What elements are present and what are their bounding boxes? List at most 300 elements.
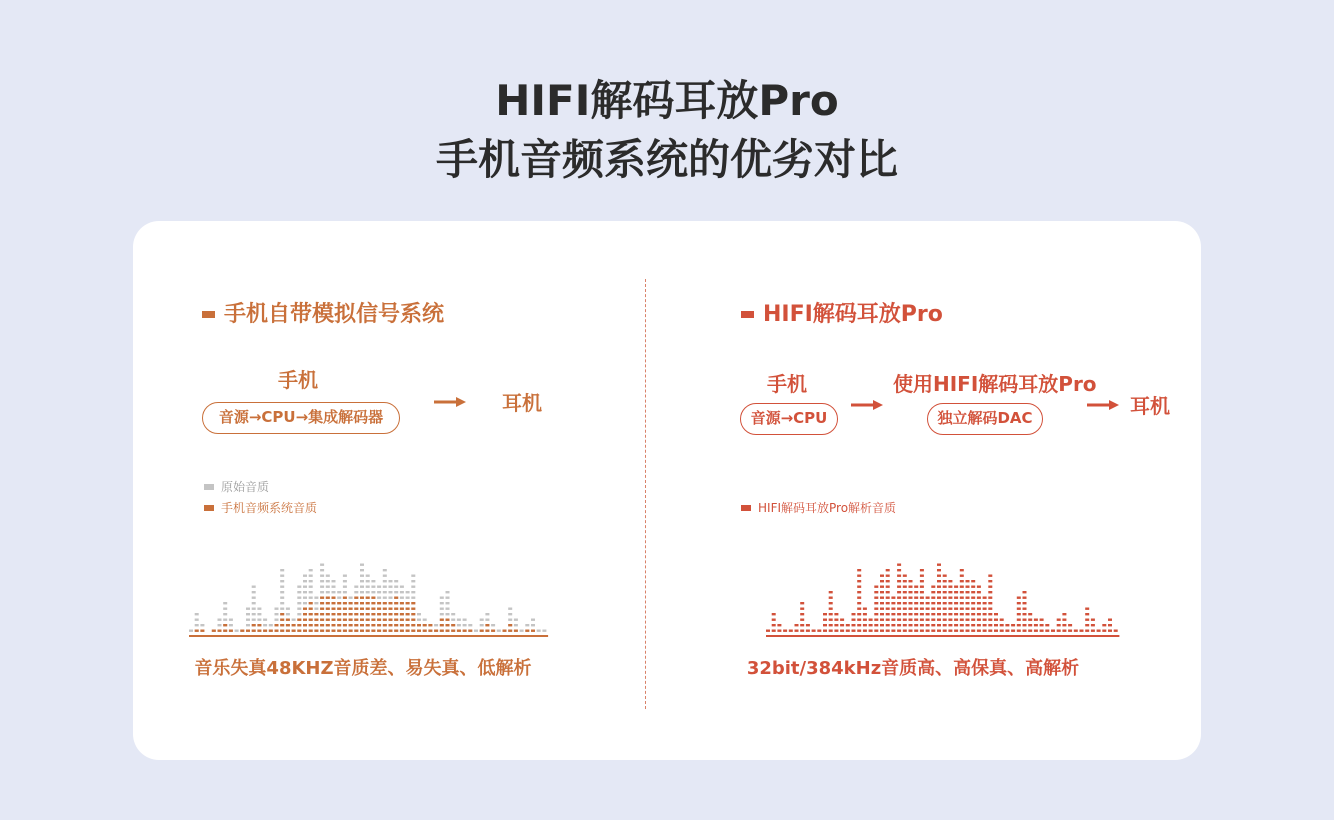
phone-quality-bar-segment (491, 630, 495, 632)
hifi-quality-bar-segment (772, 624, 776, 626)
hifi-quality-bar-segment (1091, 630, 1095, 632)
hifi-quality-bar-segment (1028, 630, 1032, 632)
right-dest-label: 耳机 (1130, 394, 1170, 418)
hifi-quality-bar-segment (880, 619, 884, 621)
original-quality-bar-segment (280, 591, 284, 593)
hifi-quality-bar-segment (943, 597, 947, 599)
hifi-quality-bar-segment (800, 613, 804, 615)
hifi-quality-bar-segment (834, 630, 838, 632)
phone-quality-bar-segment (446, 630, 450, 632)
phone-quality-bar-segment (457, 630, 461, 632)
phone-quality-bar-segment (303, 613, 307, 615)
original-quality-bar-segment (360, 569, 364, 571)
phone-quality-bar-segment (332, 619, 336, 621)
hifi-quality-bar-segment (1011, 630, 1015, 632)
hifi-quality-bar-segment (1045, 624, 1049, 626)
right-source-pill: 音源→CPU (740, 403, 838, 435)
hifi-quality-bar-segment (886, 591, 890, 593)
hifi-quality-bar-segment (926, 602, 930, 604)
hifi-quality-bar-segment (909, 597, 913, 599)
original-quality-bar-segment (263, 624, 267, 626)
hifi-quality-bar-segment (1005, 624, 1009, 626)
hifi-quality-bar-segment (977, 613, 981, 615)
hifi-quality-bar-segment (1091, 619, 1095, 621)
original-quality-bar-segment (223, 602, 227, 604)
hifi-quality-bar-segment (886, 608, 890, 610)
original-quality-bar-segment (366, 586, 370, 588)
hifi-quality-bar-segment (948, 586, 952, 588)
phone-quality-bar-segment (366, 624, 370, 626)
phone-quality-bar-segment (280, 624, 284, 626)
original-quality-bar-segment (383, 580, 387, 582)
hifi-quality-bar-segment (880, 624, 884, 626)
hifi-quality-bar-segment (983, 630, 987, 632)
hifi-quality-bar-segment (1057, 630, 1061, 632)
right-dac-pill: 独立解码DAC (927, 403, 1043, 435)
hifi-quality-bar-segment (914, 630, 918, 632)
phone-quality-bar-segment (383, 608, 387, 610)
phone-quality-bar-segment (360, 597, 364, 599)
hifi-quality-bar-segment (886, 580, 890, 582)
hifi-quality-bar-segment (966, 602, 970, 604)
phone-quality-bar-segment (389, 602, 393, 604)
phone-quality-bar-segment (326, 630, 330, 632)
phone-quality-bar-segment (337, 613, 341, 615)
phone-quality-bar-segment (394, 597, 398, 599)
phone-quality-bar-segment (326, 619, 330, 621)
original-quality-bar-segment (246, 613, 250, 615)
hifi-quality-bar-segment (1102, 624, 1106, 626)
hifi-quality-bar-segment (1108, 624, 1112, 626)
phone-quality-bar-segment (303, 624, 307, 626)
comparison-card (133, 221, 1201, 760)
original-quality-bar-segment (309, 586, 313, 588)
original-quality-bar-segment (371, 586, 375, 588)
phone-quality-bar-segment (360, 624, 364, 626)
phone-quality-bar-segment (434, 630, 438, 632)
phone-quality-bar-segment (406, 619, 410, 621)
hifi-quality-bar-segment (977, 624, 981, 626)
phone-quality-bar-segment (349, 602, 353, 604)
original-quality-bar-segment (377, 597, 381, 599)
hifi-quality-bar-segment (909, 602, 913, 604)
phone-quality-bar-segment (297, 619, 301, 621)
original-quality-bar-segment (309, 597, 313, 599)
phone-quality-bar-segment (309, 624, 313, 626)
phone-quality-bar-segment (354, 613, 358, 615)
original-quality-bar-segment (411, 586, 415, 588)
hifi-quality-bar-segment (931, 602, 935, 604)
original-quality-bar-segment (320, 569, 324, 571)
phone-quality-bar-segment (354, 619, 358, 621)
hifi-quality-bar-segment (800, 630, 804, 632)
hifi-quality-bar-segment (817, 630, 821, 632)
right-title-marker (741, 311, 754, 318)
hifi-quality-bar-segment (800, 608, 804, 610)
hifi-quality-bar-segment (880, 602, 884, 604)
original-quality-bar-segment (440, 608, 444, 610)
hifi-quality-bar-segment (954, 602, 958, 604)
hifi-quality-bar-segment (988, 586, 992, 588)
hifi-quality-bar-segment (891, 597, 895, 599)
original-quality-bar-segment (309, 569, 313, 571)
phone-quality-bar-segment (320, 624, 324, 626)
hifi-quality-bar-segment (1005, 630, 1009, 632)
hifi-quality-bar-segment (1023, 613, 1027, 615)
phone-quality-bar-segment (508, 624, 512, 626)
original-quality-bar-segment (411, 591, 415, 593)
hifi-quality-bar-segment (960, 586, 964, 588)
hifi-quality-bar-segment (1000, 630, 1004, 632)
hifi-quality-bar-segment (840, 619, 844, 621)
phone-quality-bar-segment (343, 624, 347, 626)
hifi-quality-bar-segment (960, 580, 964, 582)
phone-quality-bar-segment (263, 630, 267, 632)
hifi-quality-bar-segment (926, 624, 930, 626)
hifi-quality-bar-segment (920, 586, 924, 588)
hifi-quality-bar-segment (863, 608, 867, 610)
original-quality-bar-segment (326, 591, 330, 593)
hifi-quality-bar-segment (1028, 624, 1032, 626)
hifi-quality-bar-segment (874, 613, 878, 615)
hifi-quality-bar-segment (829, 624, 833, 626)
original-quality-bar-segment (440, 613, 444, 615)
hifi-quality-bar-segment (943, 591, 947, 593)
hifi-quality-bar-segment (874, 602, 878, 604)
original-quality-bar-segment (257, 619, 261, 621)
hifi-quality-bar-segment (1062, 619, 1066, 621)
hifi-quality-bar-segment (863, 630, 867, 632)
phone-quality-bar-segment (503, 630, 507, 632)
phone-quality-bar-segment (280, 630, 284, 632)
hifi-quality-bar-segment (988, 580, 992, 582)
hifi-quality-bar-segment (971, 586, 975, 588)
hifi-quality-bar-segment (954, 608, 958, 610)
original-quality-bar-segment (514, 619, 518, 621)
phone-quality-bar-segment (337, 630, 341, 632)
phone-quality-bar-segment (252, 624, 256, 626)
phone-quality-bar-segment (428, 630, 432, 632)
hifi-quality-bar-segment (891, 613, 895, 615)
hifi-quality-bar-segment (977, 630, 981, 632)
phone-quality-bar-segment (411, 608, 415, 610)
original-quality-bar-segment (411, 575, 415, 577)
legend-phone-swatch (204, 505, 214, 511)
phone-quality-bar-segment (320, 619, 324, 621)
hifi-quality-bar-segment (971, 597, 975, 599)
hifi-quality-bar-segment (988, 608, 992, 610)
phone-quality-bar-segment (229, 630, 233, 632)
hifi-quality-bar-segment (983, 608, 987, 610)
original-quality-bar-segment (343, 575, 347, 577)
original-quality-bar-segment (332, 586, 336, 588)
hifi-quality-bar-segment (909, 630, 913, 632)
right-caption: 32bit/384kHz音质高、高保真、高解析 (746, 658, 1080, 679)
original-quality-bar-segment (326, 580, 330, 582)
hifi-quality-bar-segment (846, 624, 850, 626)
phone-quality-bar-segment (337, 608, 341, 610)
original-quality-bar-segment (320, 591, 324, 593)
phone-quality-bar-segment (297, 624, 301, 626)
original-quality-bar-segment (297, 608, 301, 610)
right-arrow-2-icon (1087, 399, 1119, 411)
phone-quality-bar-segment (440, 619, 444, 621)
hifi-quality-bar-segment (869, 624, 873, 626)
hifi-quality-bar-segment (834, 624, 838, 626)
hifi-quality-bar-segment (1108, 619, 1112, 621)
hifi-quality-bar-segment (920, 619, 924, 621)
hifi-quality-bar-segment (966, 608, 970, 610)
hifi-quality-bar-segment (948, 619, 952, 621)
hifi-quality-bar-segment (931, 597, 935, 599)
phone-quality-bar-segment (366, 613, 370, 615)
hifi-quality-bar-segment (897, 619, 901, 621)
original-quality-bar-segment (468, 624, 472, 626)
phone-quality-bar-segment (240, 630, 244, 632)
hifi-quality-bar-segment (1023, 630, 1027, 632)
phone-quality-bar-segment (326, 602, 330, 604)
hifi-quality-bar-segment (926, 608, 930, 610)
original-quality-bar-segment (223, 608, 227, 610)
hifi-quality-bar-segment (937, 630, 941, 632)
phone-quality-bar-segment (332, 613, 336, 615)
hifi-quality-bar-segment (948, 602, 952, 604)
original-quality-bar-segment (303, 602, 307, 604)
original-quality-bar-segment (314, 608, 318, 610)
hifi-quality-bar-segment (937, 564, 941, 566)
original-quality-bar-segment (371, 580, 375, 582)
hifi-quality-bar-segment (1040, 624, 1044, 626)
hifi-quality-bar-segment (772, 630, 776, 632)
hifi-quality-bar-segment (772, 613, 776, 615)
phone-quality-bar-segment (349, 613, 353, 615)
hifi-quality-bar-segment (874, 608, 878, 610)
original-quality-bar-segment (297, 613, 301, 615)
hifi-quality-bar-segment (829, 630, 833, 632)
phone-quality-bar-segment (303, 619, 307, 621)
phone-quality-bar-segment (400, 619, 404, 621)
original-quality-bar-segment (394, 591, 398, 593)
phone-quality-bar-segment (531, 630, 535, 632)
hifi-quality-bar-segment (834, 613, 838, 615)
hifi-quality-bar-segment (977, 608, 981, 610)
hifi-quality-bar-segment (960, 619, 964, 621)
hifi-quality-bar-segment (948, 591, 952, 593)
original-quality-bar-segment (229, 624, 233, 626)
phone-quality-bar-segment (440, 630, 444, 632)
original-quality-bar-segment (303, 591, 307, 593)
hifi-quality-bar-segment (903, 580, 907, 582)
hifi-quality-bar-segment (920, 624, 924, 626)
hifi-quality-bar-segment (960, 569, 964, 571)
left-arrow-icon (434, 396, 466, 408)
original-quality-bar-segment (366, 580, 370, 582)
hifi-quality-bar-segment (777, 630, 781, 632)
hifi-quality-bar-segment (948, 630, 952, 632)
hifi-quality-bar-segment (897, 602, 901, 604)
hifi-quality-bar-segment (1017, 619, 1021, 621)
hifi-quality-bar-segment (897, 575, 901, 577)
phone-quality-bar-segment (366, 619, 370, 621)
phone-quality-bar-segment (320, 630, 324, 632)
hifi-quality-bar-segment (880, 591, 884, 593)
original-quality-bar-segment (542, 630, 546, 632)
hifi-quality-bar-segment (1034, 630, 1038, 632)
phone-quality-bar-segment (223, 624, 227, 626)
original-quality-bar-segment (343, 586, 347, 588)
hifi-quality-bar-segment (1097, 630, 1101, 632)
phone-quality-bar-segment (411, 624, 415, 626)
hifi-quality-bar-segment (903, 608, 907, 610)
hifi-quality-bar-segment (1023, 619, 1027, 621)
phone-quality-bar-segment (303, 608, 307, 610)
original-quality-bar-segment (246, 608, 250, 610)
original-quality-bar-segment (463, 624, 467, 626)
phone-quality-bar-segment (349, 624, 353, 626)
hifi-quality-bar-segment (886, 613, 890, 615)
original-quality-bar-segment (252, 619, 256, 621)
phone-quality-bar-segment (383, 630, 387, 632)
original-quality-bar-segment (360, 575, 364, 577)
hifi-quality-bar-segment (886, 619, 890, 621)
phone-quality-bar-segment (394, 619, 398, 621)
hifi-quality-bar-segment (1000, 619, 1004, 621)
hifi-quality-bar-segment (931, 591, 935, 593)
phone-quality-bar-segment (377, 630, 381, 632)
original-quality-bar-segment (297, 591, 301, 593)
hifi-quality-bar-segment (988, 619, 992, 621)
phone-quality-bar-segment (417, 630, 421, 632)
hifi-quality-bar-segment (937, 591, 941, 593)
hifi-quality-bar-segment (880, 613, 884, 615)
legend-original-label: 原始音质 (221, 480, 270, 494)
phone-quality-bar-segment (406, 630, 410, 632)
original-quality-bar-segment (252, 613, 256, 615)
hifi-quality-bar-segment (1085, 624, 1089, 626)
hifi-quality-bar-segment (857, 569, 861, 571)
original-quality-bar-segment (480, 619, 484, 621)
phone-quality-bar-segment (337, 624, 341, 626)
hifi-quality-bar-segment (829, 613, 833, 615)
hifi-quality-bar-segment (869, 630, 873, 632)
hifi-quality-bar-segment (1057, 624, 1061, 626)
hifi-quality-bar-segment (777, 624, 781, 626)
hifi-quality-bar-segment (880, 630, 884, 632)
phone-quality-bar-segment (218, 630, 222, 632)
hifi-quality-bar-segment (886, 630, 890, 632)
phone-quality-bar-segment (371, 630, 375, 632)
hifi-quality-bar-segment (943, 586, 947, 588)
hifi-quality-bar-segment (823, 624, 827, 626)
hifi-quality-bar-segment (909, 619, 913, 621)
phone-quality-bar-segment (332, 630, 336, 632)
phone-quality-bar-segment (463, 630, 467, 632)
original-quality-bar-segment (309, 591, 313, 593)
hifi-quality-bar-segment (1017, 624, 1021, 626)
hifi-quality-bar-segment (880, 580, 884, 582)
phone-quality-bar-segment (332, 624, 336, 626)
original-quality-bar-segment (252, 591, 256, 593)
dashed-divider (645, 279, 646, 709)
original-quality-bar-segment (389, 580, 393, 582)
phone-quality-bar-segment (212, 630, 216, 632)
phone-quality-bar-segment (326, 624, 330, 626)
hifi-quality-bar-segment (823, 613, 827, 615)
hifi-quality-bar-segment (943, 608, 947, 610)
original-quality-bar-segment (252, 608, 256, 610)
hifi-quality-bar-segment (914, 619, 918, 621)
original-quality-bar-segment (446, 608, 450, 610)
hifi-quality-bar-segment (971, 580, 975, 582)
hifi-quality-bar-segment (1011, 624, 1015, 626)
phone-quality-bar-segment (371, 597, 375, 599)
phone-quality-bar-segment (320, 613, 324, 615)
right-equalizer-chart (766, 531, 1126, 637)
hifi-quality-bar-segment (960, 608, 964, 610)
hifi-quality-bar-segment (1023, 597, 1027, 599)
legend-hifi-swatch (741, 505, 751, 511)
hifi-quality-bar-segment (966, 591, 970, 593)
hifi-quality-bar-segment (1000, 624, 1004, 626)
hifi-quality-bar-segment (937, 597, 941, 599)
phone-quality-bar-segment (366, 608, 370, 610)
phone-quality-bar-segment (371, 613, 375, 615)
phone-quality-bar-segment (417, 624, 421, 626)
hifi-quality-bar-segment (857, 591, 861, 593)
phone-quality-bar-segment (366, 630, 370, 632)
phone-quality-bar-segment (400, 602, 404, 604)
phone-quality-bar-segment (451, 630, 455, 632)
hifi-quality-bar-segment (971, 619, 975, 621)
hifi-quality-bar-segment (903, 630, 907, 632)
hifi-quality-bar-segment (966, 580, 970, 582)
phone-quality-bar-segment (275, 630, 279, 632)
hifi-quality-bar-segment (988, 630, 992, 632)
phone-quality-bar-segment (349, 619, 353, 621)
eq-baseline (189, 635, 548, 637)
phone-quality-bar-segment (314, 613, 318, 615)
hifi-quality-bar-segment (829, 591, 833, 593)
hifi-quality-bar-segment (823, 630, 827, 632)
phone-quality-bar-segment (252, 630, 256, 632)
hifi-quality-bar-segment (914, 602, 918, 604)
hifi-quality-bar-segment (966, 613, 970, 615)
hifi-quality-bar-segment (891, 624, 895, 626)
hifi-quality-bar-segment (891, 630, 895, 632)
original-quality-bar-segment (320, 575, 324, 577)
hifi-quality-bar-segment (948, 624, 952, 626)
hifi-quality-bar-segment (903, 575, 907, 577)
original-quality-bar-segment (252, 586, 256, 588)
hifi-quality-bar-segment (897, 569, 901, 571)
phone-quality-bar-segment (326, 608, 330, 610)
original-quality-bar-segment (377, 586, 381, 588)
original-quality-bar-segment (303, 586, 307, 588)
original-quality-bar-segment (360, 591, 364, 593)
hifi-quality-bar-segment (766, 630, 770, 632)
hifi-quality-bar-segment (1085, 630, 1089, 632)
hifi-quality-bar-segment (1108, 630, 1112, 632)
hifi-quality-bar-segment (891, 602, 895, 604)
hifi-quality-bar-segment (857, 586, 861, 588)
hifi-quality-bar-segment (886, 569, 890, 571)
hifi-quality-bar-segment (971, 608, 975, 610)
hifi-quality-bar-segment (874, 591, 878, 593)
hifi-quality-bar-segment (971, 613, 975, 615)
hifi-quality-bar-segment (966, 619, 970, 621)
phone-quality-bar-segment (411, 630, 415, 632)
hifi-quality-bar-segment (846, 630, 850, 632)
